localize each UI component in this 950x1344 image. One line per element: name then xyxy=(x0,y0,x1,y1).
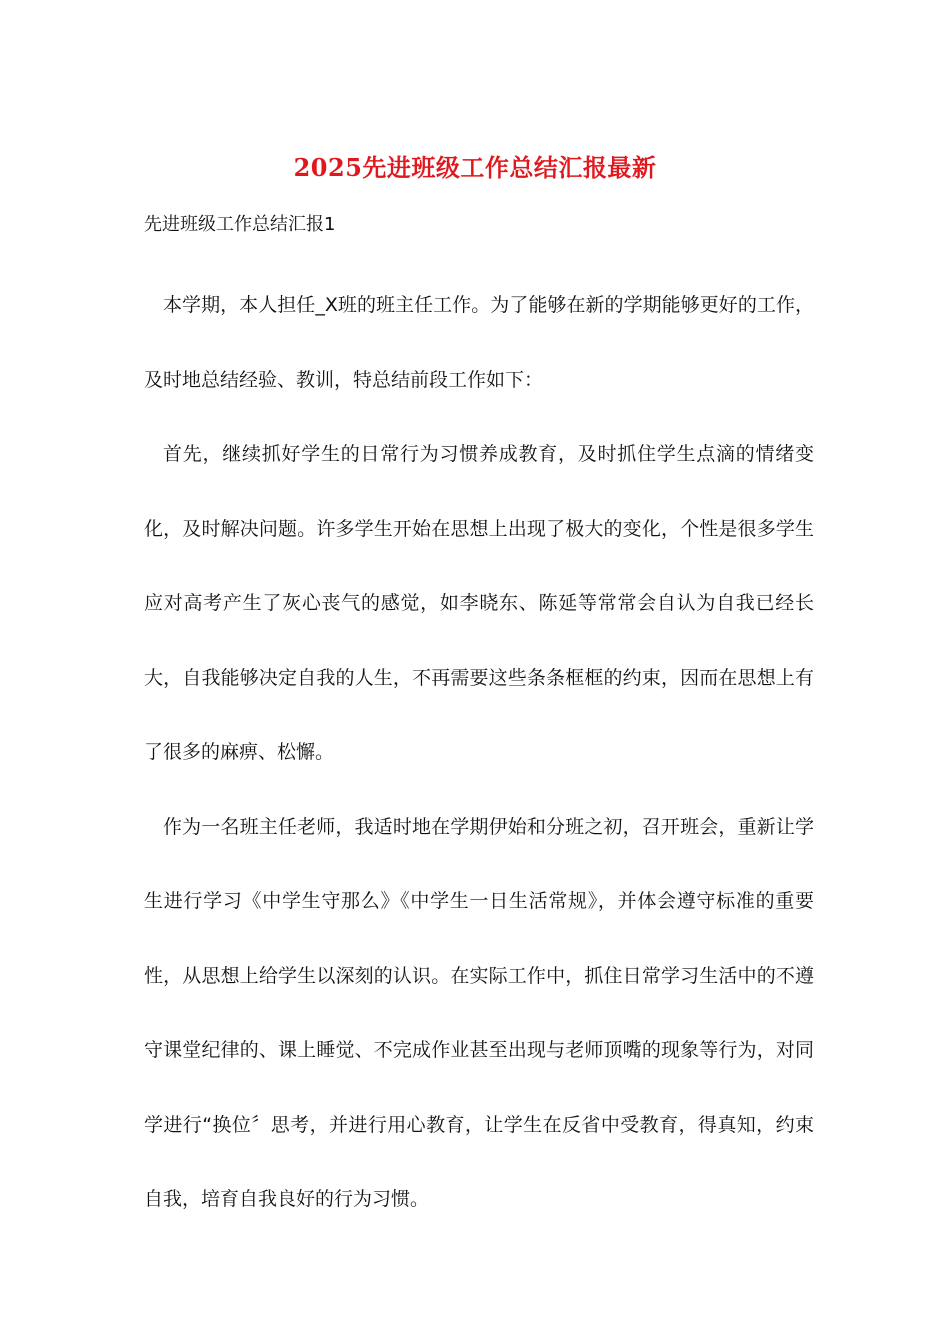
section-heading: 先进班级工作总结汇报1 xyxy=(144,214,336,235)
paragraph-2: 首先，继续抓好学生的日常行为习惯养成教育，及时抓住学生点滴的情绪变化，及时解决问题。许多学生开始在思想上出现了极大的变化，个性是很多学生应对高考产生了灰心丧气的感觉，如李晓东、陈延等常常会自认为自我已经长大，自我能够决定自我的人生，不再需要这些条条框框的约束，因而在思想上有了很多的麻痹、松懈。 xyxy=(144,443,814,763)
document-body xyxy=(144,268,814,1237)
paragraph-1: 本学期，本人担任_X班的班主任工作。为了能够在新的学期能够更好的工作，及时地总结经验、教训，特总结前段工作如下： xyxy=(144,294,814,391)
document-title: 2025先进班级工作总结汇报最新 xyxy=(293,153,657,182)
paragraph-3: 作为一名班主任老师，我适时地在学期伊始和分班之初，召开班会，重新让学生进行学习《中学生守那么》《中学生一日生活常规》，并体会遵守标准的重要性，从思想上给学生以深刻的认识。在实际工作中，抓住日常学习生活中的不遵守课堂纪律的、课上睡觉、不完成作业甚至出现与老师顶嘴的现象等行为，对同学进行“换位〞思考，并进行用心教育，让学生在反省中受教育，得真知，约束自我，培育自我良好的行为习惯。 xyxy=(144,815,814,1210)
